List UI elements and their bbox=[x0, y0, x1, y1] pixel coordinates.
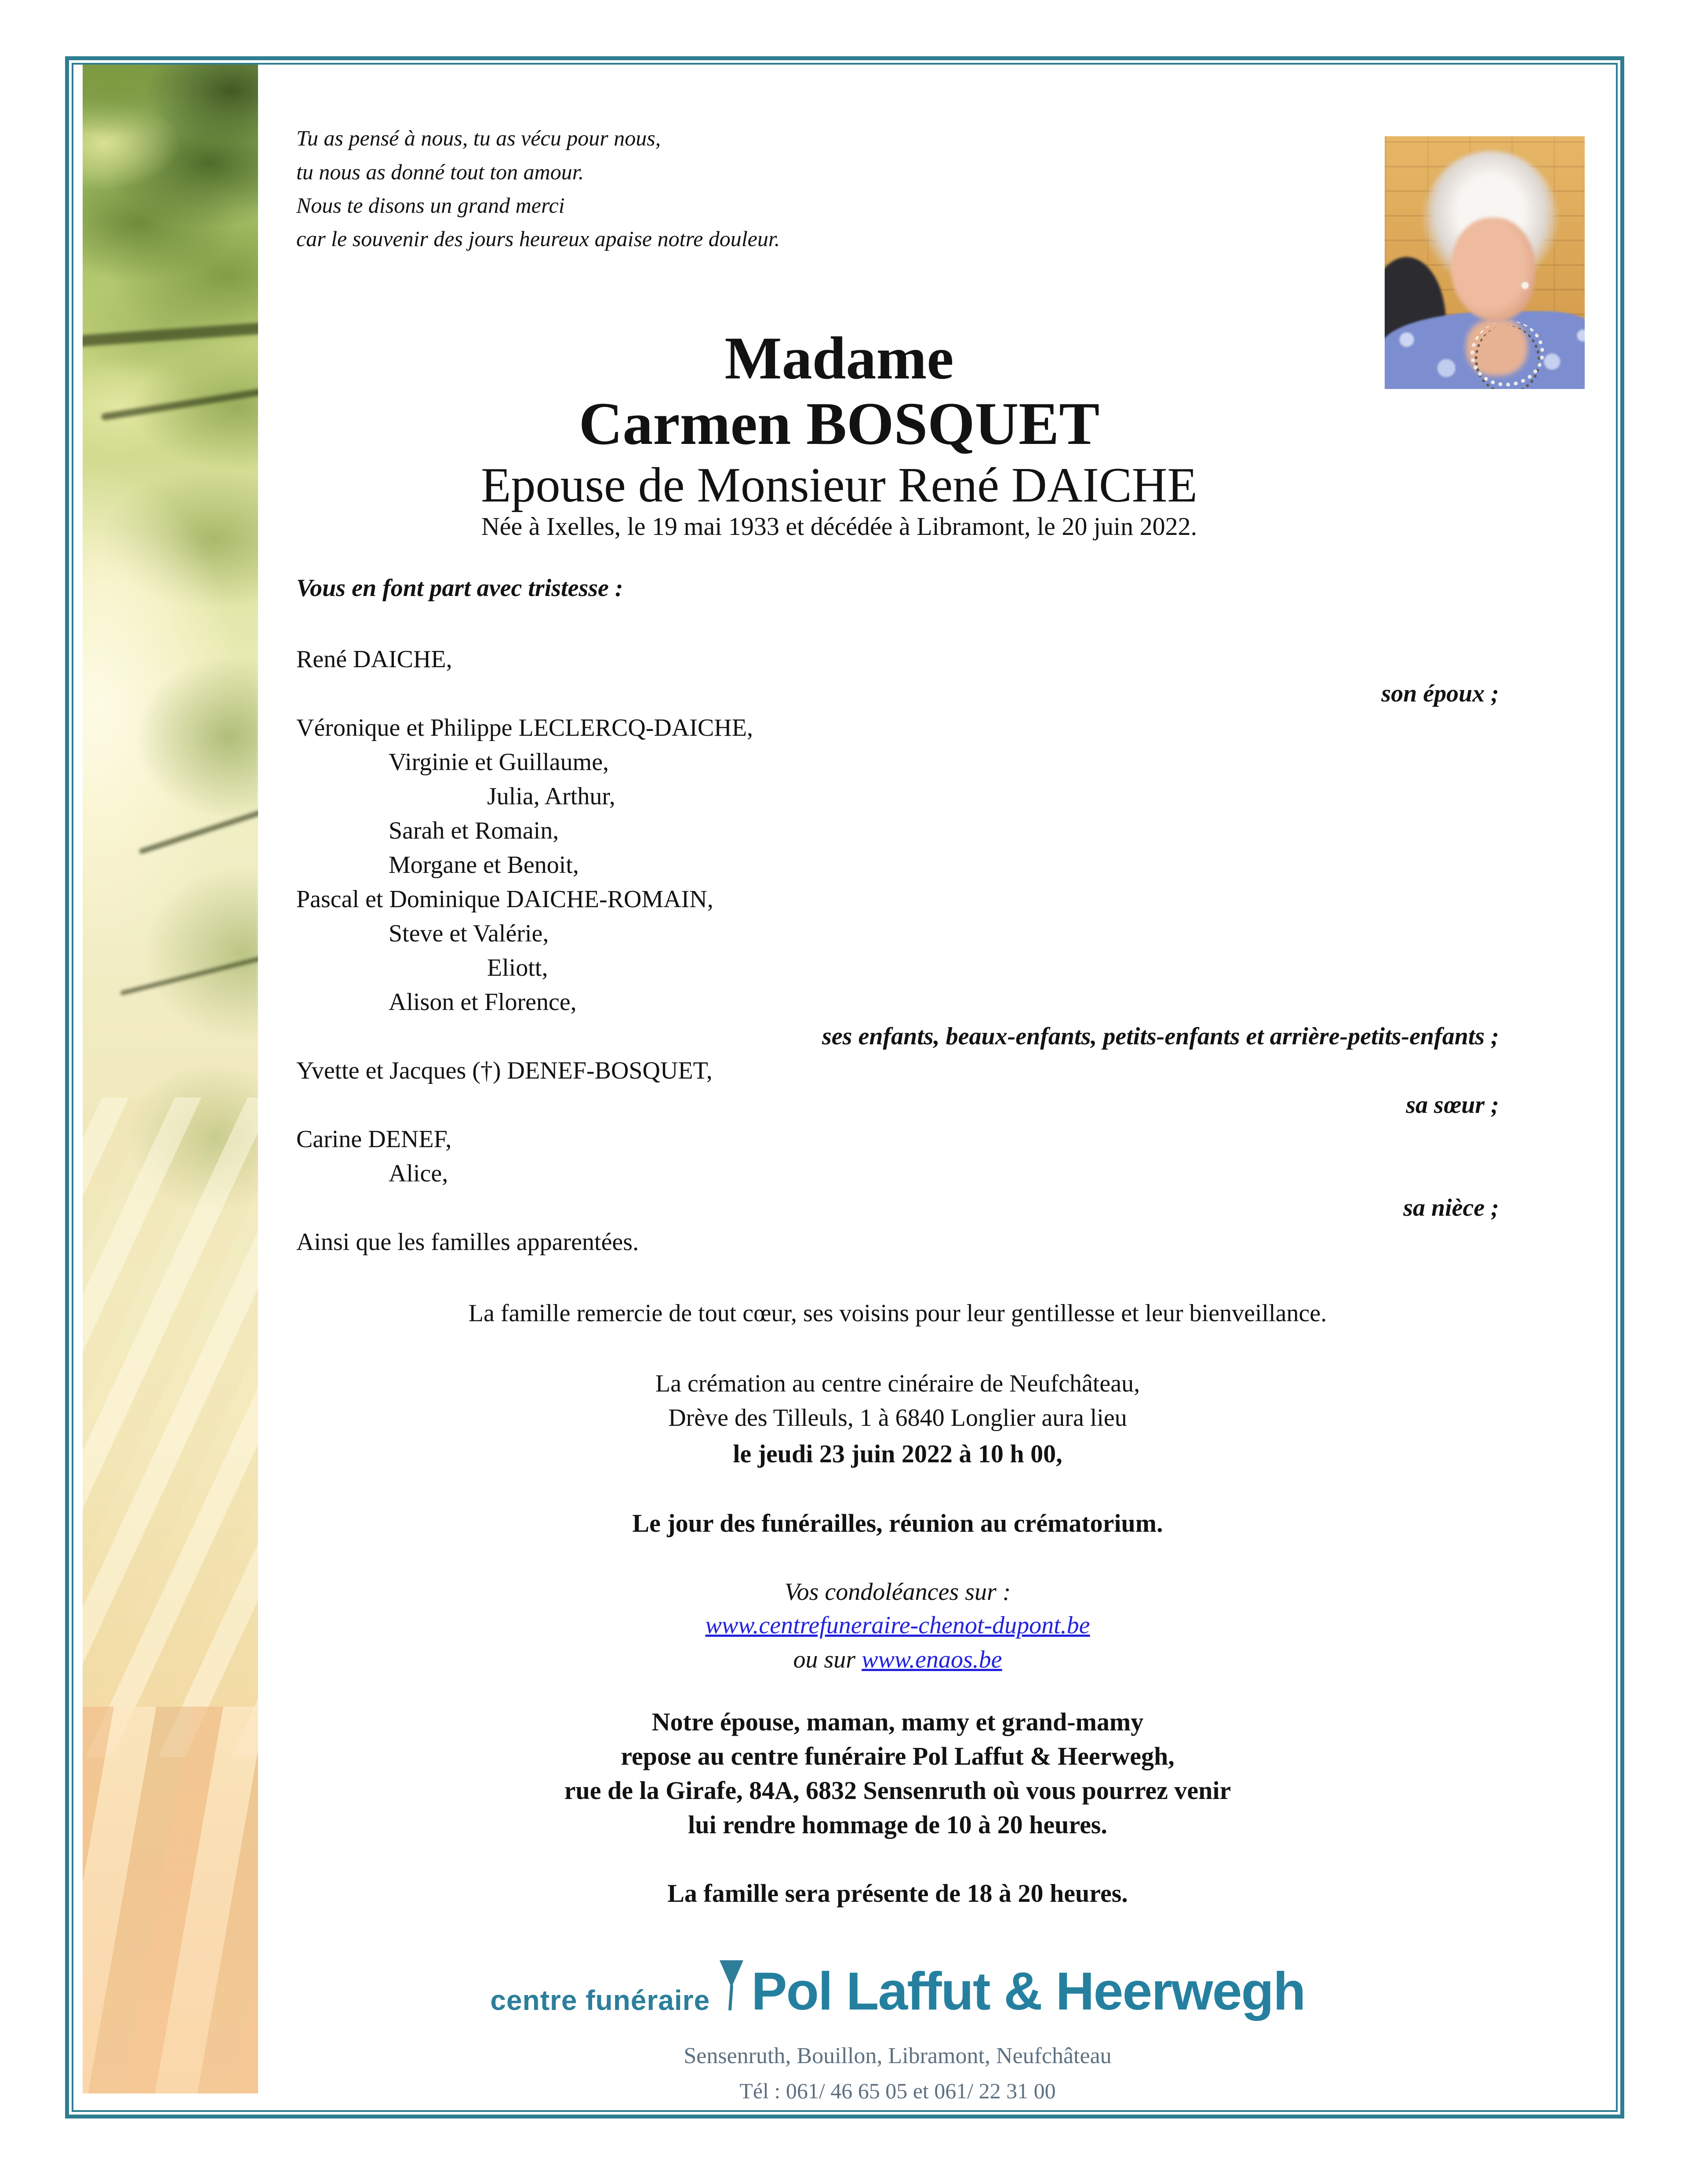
forest-sunbeams bbox=[83, 1097, 258, 1757]
family-child-line: Morgane et Benoit, bbox=[389, 851, 579, 879]
thanks-line: La famille remercie de tout cœur, ses voisins pour leur gentillesse et leur bienveillance. bbox=[468, 1300, 1327, 1327]
condolences-link-primary[interactable]: www.centrefuneraire-chenot-dupont.be bbox=[705, 1612, 1090, 1639]
quote-line: tu nous as donné tout ton amour. bbox=[296, 160, 584, 184]
portrait-earring bbox=[1522, 282, 1528, 289]
relation-label-children: ses enfants, beaux-enfants, petits-enfants et arrière-petits-enfants ; bbox=[822, 1023, 1499, 1050]
repose-line: repose au centre funéraire Pol Laffut & Heerwegh, bbox=[621, 1742, 1175, 1770]
birth-death-line: Née à Ixelles, le 19 mai 1933 et décédée à Libramont, le 20 juin 2022. bbox=[481, 512, 1197, 541]
family-husband: René DAICHE, bbox=[296, 646, 452, 673]
announcement-intro: Vous en font part avec tristesse : bbox=[296, 574, 623, 602]
quote-line: Tu as pensé à nous, tu as vécu pour nous, bbox=[296, 126, 661, 150]
relation-label-niece: sa nièce ; bbox=[1403, 1194, 1499, 1221]
relation-label-husband: son époux ; bbox=[1381, 680, 1499, 707]
cremation-datetime: le jeudi 23 juin 2022 à 10 h 00, bbox=[733, 1439, 1062, 1468]
logo-brand-small: centre funéraire bbox=[490, 1984, 710, 2016]
main-text-column bbox=[296, 0, 1499, 2184]
family-child-line: Steve et Valérie, bbox=[389, 920, 549, 947]
family-child-line: Virginie et Guillaume, bbox=[389, 749, 609, 776]
triangle-down-icon bbox=[716, 1957, 747, 2023]
condolences-link-enaos[interactable]: www.enaos.be bbox=[862, 1646, 1002, 1673]
family-sister: Yvette et Jacques (†) DENEF-BOSQUET, bbox=[296, 1057, 713, 1084]
cremation-line: Drève des Tilleuls, 1 à 6840 Longlier aura lieu bbox=[668, 1404, 1127, 1432]
funeral-home-phone: Tél : 061/ 46 65 05 et 061/ 22 31 00 bbox=[739, 2079, 1056, 2103]
salutation: Madame bbox=[724, 324, 954, 392]
deceased-name: Carmen BOSQUET bbox=[578, 390, 1100, 457]
condolences-intro: Vos condoléances sur : bbox=[784, 1578, 1011, 1606]
quote-line: car le souvenir des jours heureux apaise notre douleur. bbox=[296, 226, 780, 251]
family-child-line: Pascal et Dominique DAICHE-ROMAIN, bbox=[296, 886, 713, 913]
repose-line: rue de la Girafe, 84A, 6832 Sensenruth où vous pourrez venir bbox=[564, 1776, 1231, 1805]
funeral-meeting-line: Le jour des funérailles, réunion au crématorium. bbox=[632, 1509, 1163, 1537]
funeral-home-logo bbox=[296, 1948, 1499, 2023]
repose-line: lui rendre hommage de 10 à 20 heures. bbox=[688, 1810, 1107, 1839]
family-child-line: Julia, Arthur, bbox=[487, 783, 615, 810]
condolences-link-prefix: ou sur bbox=[793, 1646, 862, 1673]
related-families-line: Ainsi que les familles apparentées. bbox=[296, 1228, 639, 1256]
condolences-secondary-line bbox=[296, 1646, 1499, 1674]
family-child-line: Sarah et Romain, bbox=[389, 817, 559, 844]
family-child-line: Eliott, bbox=[487, 954, 548, 981]
family-niece: Carine DENEF, bbox=[296, 1126, 452, 1153]
quote-line: Nous te disons un grand merci bbox=[296, 193, 565, 218]
funeral-home-locations: Sensenruth, Bouillon, Libramont, Neufchâteau bbox=[684, 2043, 1112, 2068]
logo-brand-large: Pol Laffut & Heerwegh bbox=[751, 1961, 1305, 2021]
cremation-line: La crémation au centre cinéraire de Neufchâteau, bbox=[655, 1370, 1140, 1397]
relation-label-sister: sa sœur ; bbox=[1406, 1091, 1499, 1119]
forest-path-ground bbox=[83, 1707, 258, 2093]
family-niece: Alice, bbox=[389, 1160, 448, 1187]
spouse-line: Epouse de Monsieur René DAICHE bbox=[481, 458, 1197, 512]
family-child-line: Véronique et Philippe LECLERCQ-DAICHE, bbox=[296, 714, 753, 741]
forest-path-photo bbox=[83, 65, 258, 2093]
repose-line: Notre épouse, maman, mamy et grand-mamy bbox=[651, 1708, 1144, 1736]
family-presence-line: La famille sera présente de 18 à 20 heures. bbox=[667, 1879, 1128, 1908]
family-child-line: Alison et Florence, bbox=[389, 988, 577, 1016]
